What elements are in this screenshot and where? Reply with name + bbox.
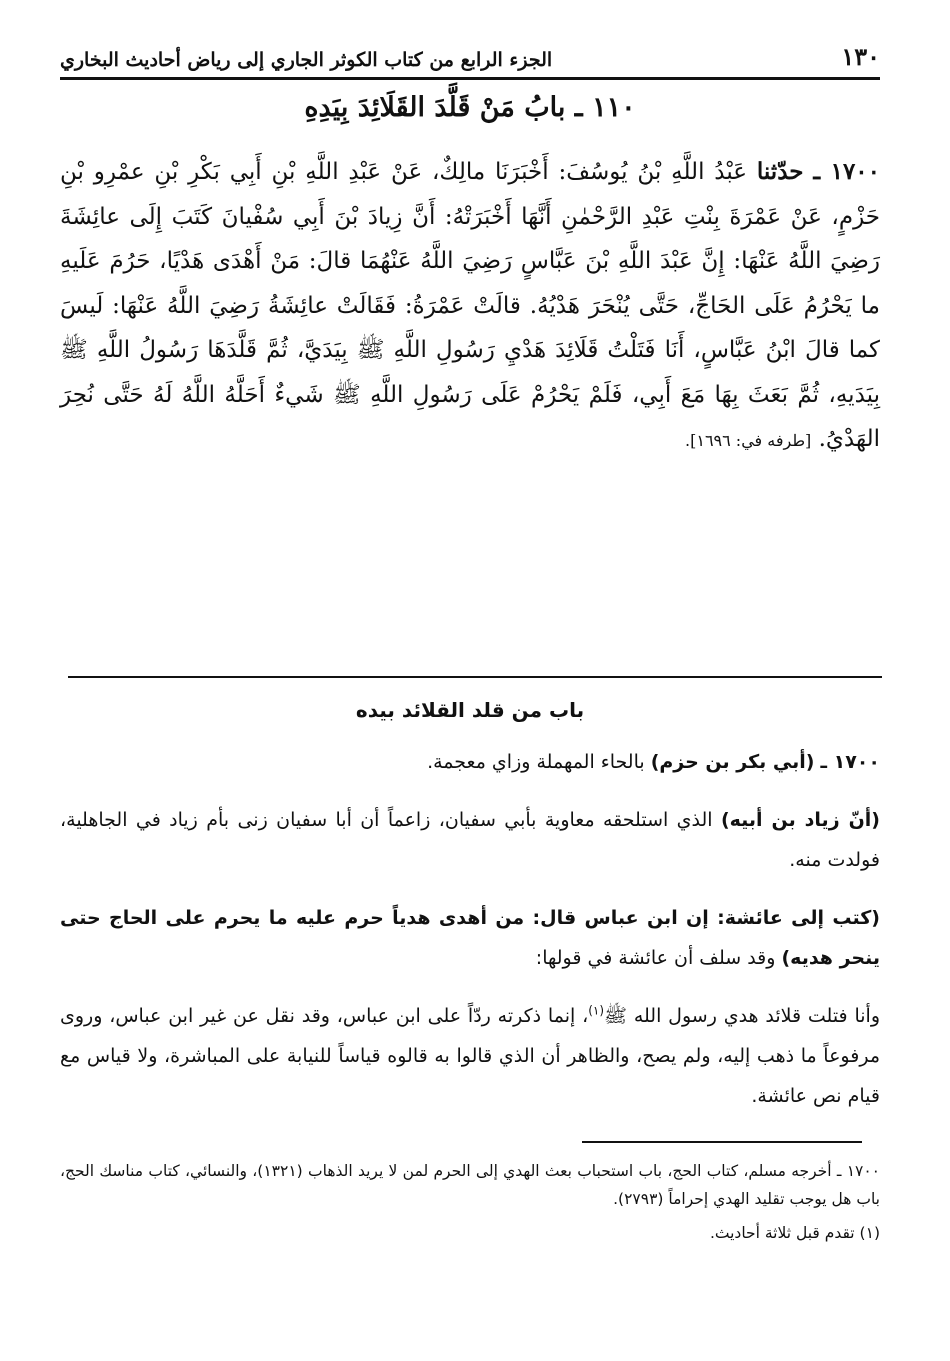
hadith-reference: [طرفه في: ١٦٩٦]. <box>685 431 812 450</box>
commentary-paragraph <box>60 996 880 1116</box>
page-header <box>60 38 880 80</box>
section-divider <box>68 676 882 678</box>
commentary-paragraph <box>60 800 880 880</box>
commentary-quote: (أنّ زياد بن أبيه) <box>720 809 880 831</box>
footnote-divider <box>582 1141 862 1143</box>
footnotes <box>60 1157 880 1253</box>
hadith-intro: حدّثنا <box>756 158 804 185</box>
footnote-1700: ١٧٠٠ ـ أخرجه مسلم، كتاب الحج، باب استحباب بعث الهدي إلى الحرم لمن لا يريد الذهاب (١٣٢١)، والنسائي، كتاب مناسك الحج، باب هل يوجب تقليد الهدي إحراماً (٢٧٩٣). <box>60 1162 881 1208</box>
commentary-paragraph <box>60 742 880 782</box>
commentary-text: بالحاء المهملة وزاي معجمة. <box>427 751 651 773</box>
footnote-marker[interactable]: (١) <box>588 1003 605 1018</box>
hadith-number: ١٧٠٠ ـ <box>813 158 881 185</box>
commentary-text: الذي استلحقه معاوية بأبي سفيان، زاعماً أن أبا سفيان زنى بأم زياد في الجاهلية، فولدت منه. <box>60 809 880 871</box>
commentary <box>60 698 880 1134</box>
footnote-1: (١) تقدم قبل ثلاثة أحاديث. <box>709 1224 880 1242</box>
page-number: ١٣٠ <box>841 42 880 71</box>
commentary-title: باب من قلد القلائد بيده <box>355 698 585 722</box>
commentary-paragraph <box>60 898 880 978</box>
hadith-text <box>60 150 880 464</box>
commentary-text: ، إنما ذكرته ردّاً على ابن عباس، وقد نقل عن غير ابن عباس، وروى مرفوعاً ما ذهب إليه، ولم يصح، والظاهر أن الذي قالوا به قالوه قياساً للنيابة على المباشرة، ولا قياس مع قيام نص عائشة. <box>60 1005 880 1107</box>
running-title: الجزء الرابع من كتاب الكوثر الجاري إلى رياض أحاديث البخاري <box>60 49 553 71</box>
commentary-text: وأنا فتلت قلائد هدي رسول الله ﷺ <box>604 1005 880 1027</box>
commentary-quote: (أبي بكر بن حزم) <box>650 751 815 773</box>
commentary-quote: (كتب إلى عائشة: إن ابن عباس قال: من أهدى هدياً حرم عليه ما يحرم على الحاج حتى ينحر هديه) <box>60 907 880 969</box>
commentary-text: وقد سلف أن عائشة في قولها: <box>535 947 782 969</box>
hadith-body: عَبْدُ اللَّهِ بْنُ يُوسُفَ: أَخْبَرَنَا مالِكٌ، عَنْ عَبْدِ اللَّهِ بْنِ أَبِي بَكْرِ بْنِ عمْرِو بْنِ حَزْمٍ، عَنْ عَمْرَةَ بِنْتِ عَبْدِ الرَّحْمٰنِ أَنَّهَا أَخْبَرَتْهُ: أَنَّ زِيادَ بْنَ أَبِي سُفْيانَ كَتَبَ إِلَى عائِشَةَ رَضِيَ اللَّهُ عَنْهَا: إِنَّ عَبْدَ اللَّهِ بْنَ عَبَّاسٍ رَضِيَ اللَّهُ عَنْهُمَا قالَ: مَنْ أَهْدَى هَدْيًا، حَرُمَ عَلَيهِ ما يَحْرُمُ عَلَى الحَاجِّ، حَتَّى يُنْحَرَ هَدْيُهُ. قالَتْ عَمْرَةُ: فَقَالَتْ عائِشَةُ رَضِيَ اللَّهُ عَنْهَا: لَيسَ كما قالَ ابْنُ عَبَّاسٍ، أَنَا فَتَلْتُ قَلَائِدَ هَدْيِ رَسُولِ اللَّهِ ﷺ بِيَدَيَّ، ثُمَّ قَلَّدَهَا رَسُولُ اللَّهِ ﷺ بِيَدَيهِ، ثُمَّ بَعَثَ بِهَا مَعَ أَبِي، فَلَمْ يَحْرُمْ عَلَى رَسُولِ اللَّهِ ﷺ شَيءٌ أَحَلَّهُ اللَّهُ لَهُ حَتَّى نُحِرَ الهَدْيُ. <box>60 159 880 452</box>
chapter-title: ١١٠ ـ بابُ مَنْ قَلَّدَ القَلَائِدَ بِيَدِهِ <box>304 92 636 123</box>
commentary-number: ١٧٠٠ ـ <box>820 751 880 773</box>
